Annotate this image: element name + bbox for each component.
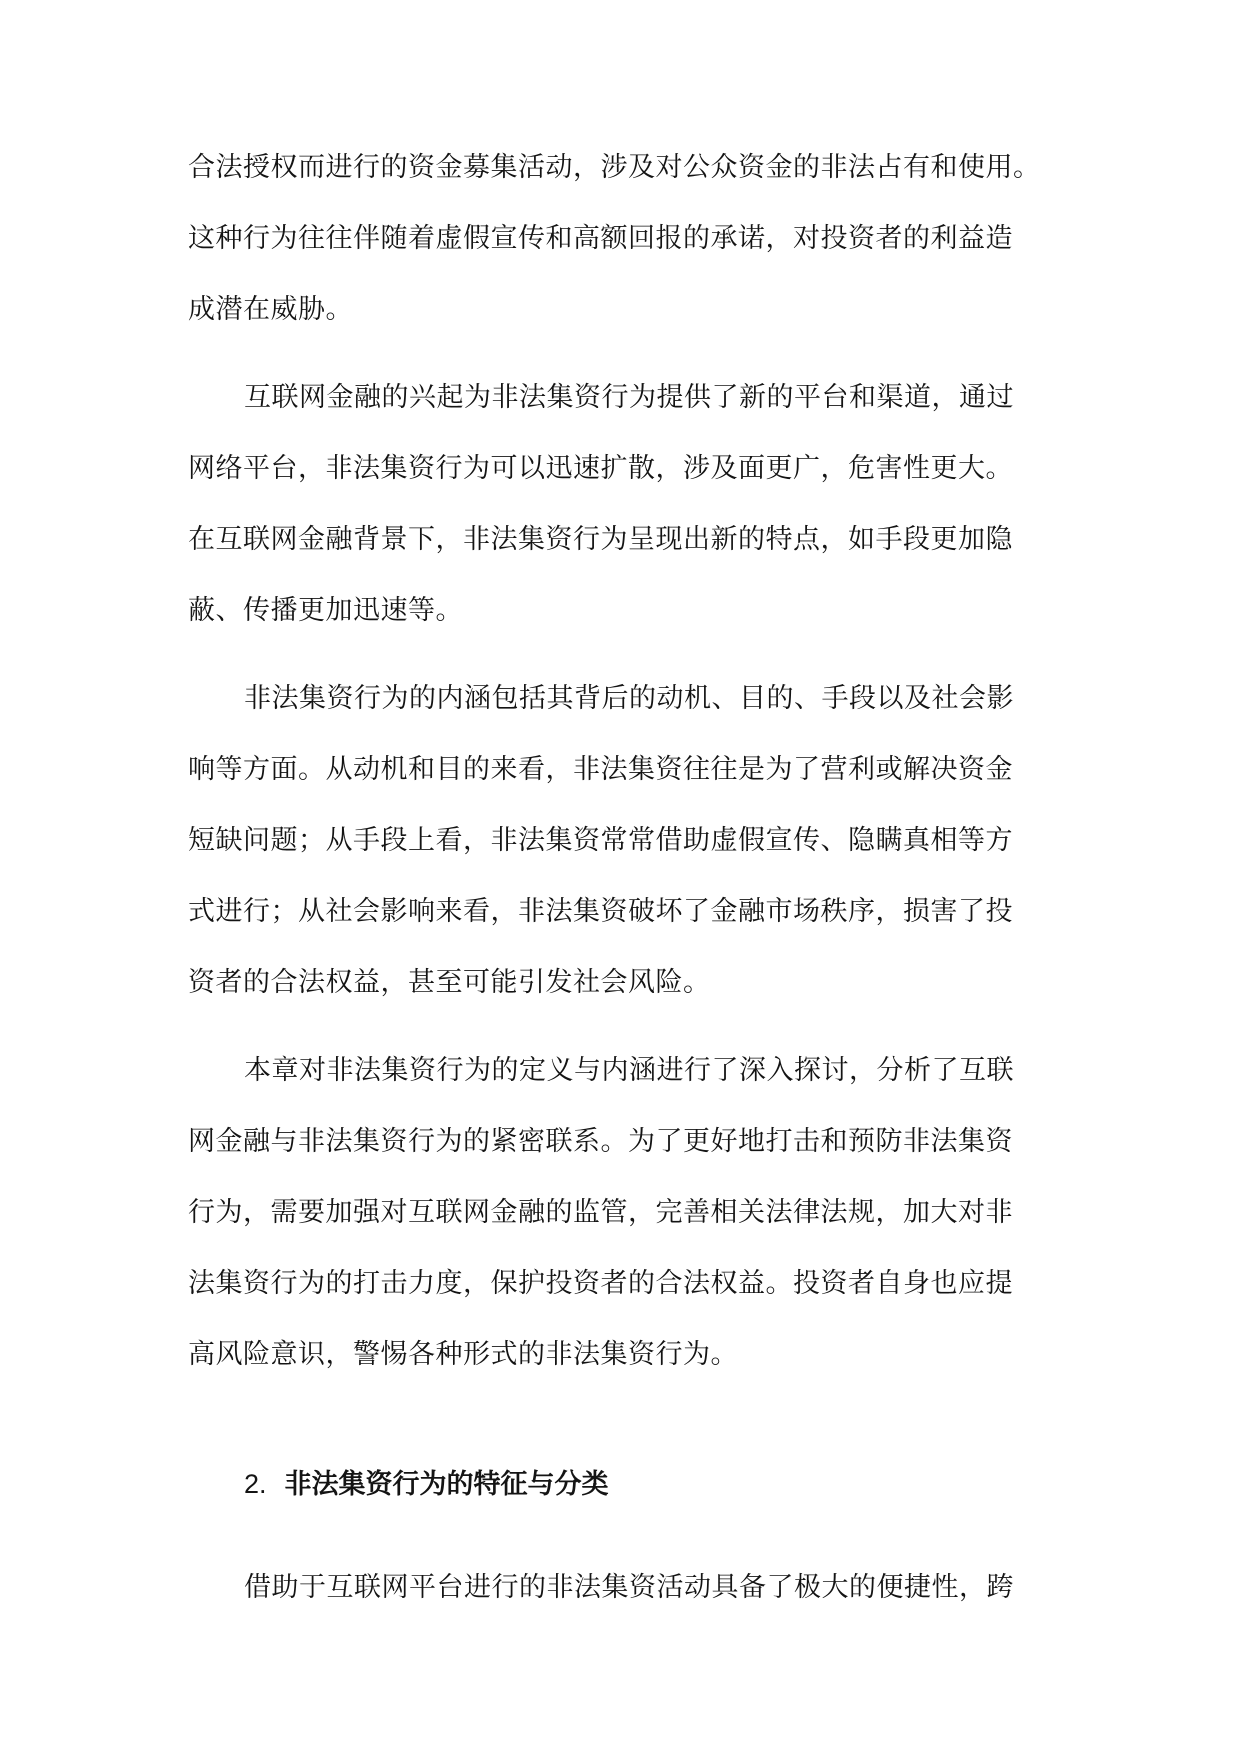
paragraph-4-line-5: 高风险意识，警惕各种形式的非法集资行为。 [188,1339,738,1370]
section-heading [244,1464,609,1504]
paragraph-4-line-3: 行为，需要加强对互联网金融的监管，完善相关法律法规，加大对非 [188,1197,1013,1228]
paragraph-3-line-5: 资者的合法权益，甚至可能引发社会风险。 [188,967,711,998]
paragraph-3-line-4: 式进行；从社会影响来看，非法集资破坏了金融市场秩序，损害了投 [188,896,1013,927]
paragraph-5-line-1: 借助于互联网平台进行的非法集资活动具备了极大的便捷性，跨 [244,1572,1014,1603]
paragraph-3-line-2: 响等方面。从动机和目的来看，非法集资往往是为了营利或解决资金 [188,754,1013,785]
section-title: 非法集资行为的特征与分类 [284,1469,609,1500]
paragraph-1-line-3: 成潜在威胁。 [188,294,353,325]
paragraph-1-line-1: 合法授权而进行的资金募集活动，涉及对公众资金的非法占有和使用。 [188,152,1041,183]
paragraph-4-line-4: 法集资行为的打击力度，保护投资者的合法权益。投资者自身也应提 [188,1268,1013,1299]
paragraph-3-line-1: 非法集资行为的内涵包括其背后的动机、目的、手段以及社会影 [244,683,1014,714]
paragraph-2-line-4: 蔽、传播更加迅速等。 [188,595,463,626]
paragraph-3-line-3: 短缺问题；从手段上看，非法集资常常借助虚假宣传、隐瞒真相等方 [188,825,1013,856]
paragraph-2-line-2: 网络平台，非法集资行为可以迅速扩散，涉及面更广，危害性更大。 [188,453,1013,484]
paragraph-2-line-1: 互联网金融的兴起为非法集资行为提供了新的平台和渠道，通过 [244,382,1014,413]
section-number: 2. [244,1469,267,1499]
paragraph-4-line-1: 本章对非法集资行为的定义与内涵进行了深入探讨，分析了互联 [244,1055,1014,1086]
paragraph-4-line-2: 网金融与非法集资行为的紧密联系。为了更好地打击和预防非法集资 [188,1126,1013,1157]
paragraph-1-line-2: 这种行为往往伴随着虚假宣传和高额回报的承诺，对投资者的利益造 [188,223,1013,254]
paragraph-2-line-3: 在互联网金融背景下，非法集资行为呈现出新的特点，如手段更加隐 [188,524,1013,555]
